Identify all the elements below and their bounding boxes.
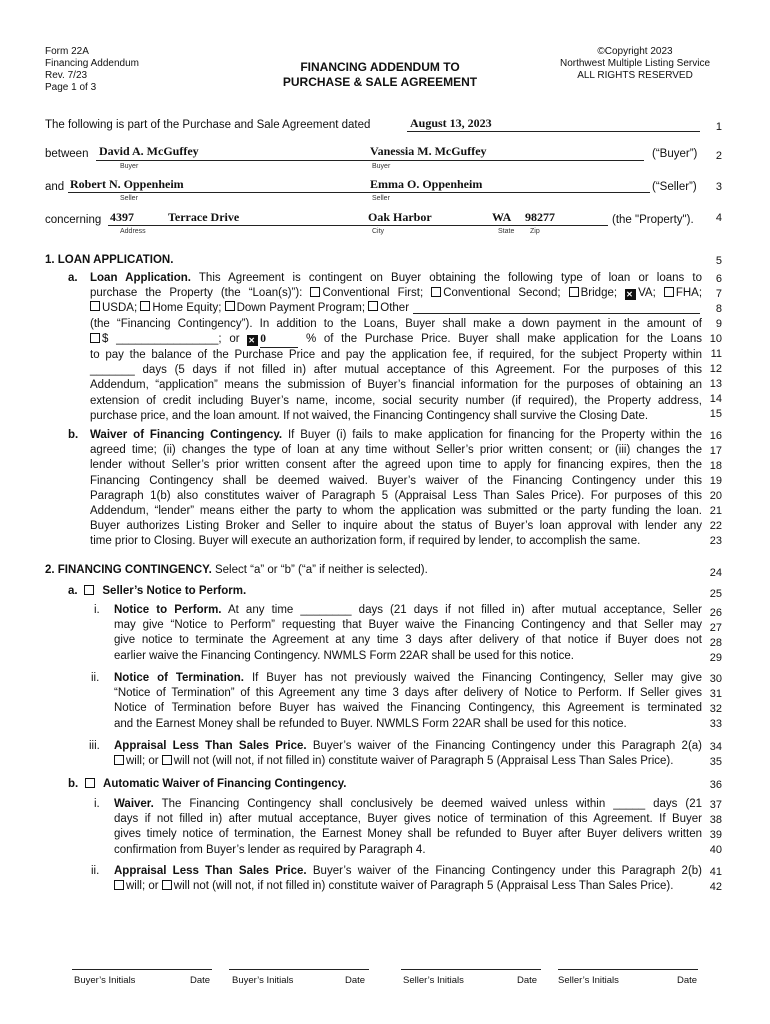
date-label-2: Date xyxy=(345,975,366,986)
buyer-initials-line-2[interactable] xyxy=(229,969,369,970)
line-number: 22 xyxy=(709,520,722,532)
line-text: confirmation from Buyer’s lender as required by Paragraph 4. xyxy=(114,843,426,856)
date-label-3: Date xyxy=(517,975,538,986)
line-text: lender without Seller’s prior written consent after the agreed upon time to apply for financing expires, then the xyxy=(90,459,702,472)
line-text: purchase the Property (the “Loan(s)”): xyxy=(90,287,303,300)
section-2aii-label: ii. xyxy=(91,672,100,684)
line-text: days if not filled in) after mutual acceptance, Buyer gives notice of termination of this Agreement. If Buyer xyxy=(114,813,702,826)
seller-line xyxy=(68,192,650,193)
line-text: gives timely notice of termination, the Earnest Money shall be refunded to Buyer after Buyer delivers written xyxy=(114,828,702,841)
copyright xyxy=(540,46,730,82)
line-text: Addendum, “lender” means either the party to whom the application was submitted or the party funding the loan. xyxy=(90,505,702,518)
line-text: % of the Purchase Price. Buyer shall make application for the Loans xyxy=(305,332,702,345)
line-text: give notice to terminate the Agreement at any time 3 days after delivery of that notice if Buyer does not xyxy=(114,634,702,647)
date-line xyxy=(407,131,700,132)
option-label: FHA; xyxy=(675,287,703,300)
line-text: will not (will not, if not filled in) constitute waiver of Paragraph 5 (Appraisal Less Than Sales Price). xyxy=(173,880,674,893)
line-text: Financing Contingency shall be deemed waived. Buyer’s waiver of the Financing Contingency under this xyxy=(90,474,702,487)
line-number: 36 xyxy=(709,779,722,791)
title-line-2: PURCHASE & SALE AGREEMENT xyxy=(282,75,478,89)
seller-initials-label-2: Seller’s Initials xyxy=(558,975,619,986)
line-number: 25 xyxy=(709,588,722,600)
buyer-initials-line-1[interactable] xyxy=(72,969,212,970)
section-1a-label: a. xyxy=(68,272,78,284)
section-1a-body xyxy=(90,271,702,424)
line-number: 31 xyxy=(709,688,722,700)
section-2bi-title: Waiver. xyxy=(114,798,154,810)
seller-role: (“Seller”) xyxy=(652,181,697,193)
between-label: between xyxy=(45,148,89,160)
city-field[interactable]: Oak Harbor xyxy=(368,210,432,224)
buyer2-field[interactable]: Vanessia M. McGuffey xyxy=(370,144,487,158)
section-2a-row xyxy=(68,585,246,597)
date-label-1: Date xyxy=(190,975,211,986)
line-text: will not (will not, if not filled in) constitute waiver of Paragraph 5 (Appraisal Less Than Sales Price). xyxy=(173,755,674,768)
section-2b-label: b. xyxy=(68,778,79,790)
form-revision: Rev. 7/23 xyxy=(45,70,88,81)
line-text: Buyer’s waiver of the Financing Contingency under this Paragraph 2(b) xyxy=(312,865,703,877)
section-2a-label: a. xyxy=(68,585,78,597)
form-info xyxy=(45,46,139,94)
seller2-field[interactable]: Emma O. Oppenheim xyxy=(370,177,483,191)
section-1a-title: Loan Application. xyxy=(90,272,191,284)
line-number: 12 xyxy=(709,363,722,375)
and-label: and xyxy=(45,181,65,193)
seller1-field[interactable]: Robert N. Oppenheim xyxy=(70,177,184,191)
option-label: Bridge; xyxy=(580,287,618,300)
checkbox-automatic-waiver[interactable] xyxy=(85,778,95,788)
date-label-4: Date xyxy=(677,975,698,986)
line-number: 14 xyxy=(709,393,722,405)
line-number: 37 xyxy=(709,799,722,811)
line-text: extension of credit including Buyer’s name, income, social security number (if required), the Property address, xyxy=(90,394,702,407)
checkbox-home-equity[interactable] xyxy=(140,301,150,311)
property-line xyxy=(108,225,608,226)
buyer1-field[interactable]: David A. McGuffey xyxy=(99,144,199,158)
section-2aiii-title: Appraisal Less Than Sales Price. xyxy=(114,740,307,752)
checkbox-down-payment-program[interactable] xyxy=(225,301,235,311)
line-number: 28 xyxy=(709,637,722,649)
state-field[interactable]: WA xyxy=(492,210,512,224)
section-1b-label: b. xyxy=(68,429,79,441)
line-text: _______ days (5 days if not filled in) after mutual acceptance of this Agreement. For the purposes of this xyxy=(90,364,702,377)
section-2aiii-body xyxy=(114,739,702,769)
buyer-initials-label-2: Buyer’s Initials xyxy=(232,975,294,986)
section-1b-body xyxy=(90,428,702,550)
address-number-field[interactable]: 4397 xyxy=(110,210,134,224)
line-number: 2 xyxy=(715,150,722,162)
other-loan-field[interactable] xyxy=(413,301,700,313)
line-number: 5 xyxy=(715,255,722,267)
checkbox-conventional-second[interactable] xyxy=(431,287,441,297)
page-title xyxy=(250,60,510,90)
address-street-field[interactable]: Terrace Drive xyxy=(168,210,240,224)
section-2aii-title: Notice of Termination. xyxy=(114,672,245,684)
line-number: 19 xyxy=(709,475,722,487)
line-text: to pay the balance of the Purchase Price and pay the application fee, if required, for the subject Property within xyxy=(90,349,702,362)
section-2aiii-label: iii. xyxy=(89,740,100,752)
page-number: Page 1 of 3 xyxy=(45,82,97,93)
line-number: 30 xyxy=(709,673,722,685)
option-label: Conventional Second; xyxy=(443,287,561,300)
line-number: 42 xyxy=(709,881,722,893)
section-2bii-body xyxy=(114,864,702,894)
section-2bii-label: ii. xyxy=(91,865,100,877)
option-label: Conventional First; xyxy=(322,287,424,300)
line-text: If Buyer has not previously waived the Financing Contingency, Seller may give xyxy=(251,672,703,684)
section-2bi-label: i. xyxy=(94,798,100,810)
line-number: 29 xyxy=(709,652,722,664)
section-2bi-body xyxy=(114,797,702,858)
line-number: 21 xyxy=(709,505,722,517)
line-text: The Financing Contingency shall conclusively be deemed waived unless within _____ days (21 xyxy=(161,798,702,810)
line-number: 27 xyxy=(709,622,722,634)
line-text: This Agreement is contingent on Buyer obtaining the following type of loan or loans to xyxy=(198,272,702,284)
line-text: agreed time; (ii) changes the type of loan at any time without Seller’s prior written consent; or (iii) changes the xyxy=(90,444,702,457)
zip-caption: Zip xyxy=(530,228,540,235)
option-label: USDA; xyxy=(102,302,138,315)
checkbox-2b-will-not[interactable] xyxy=(162,880,172,890)
state-caption: State xyxy=(498,228,515,235)
checkbox-fha[interactable] xyxy=(664,287,674,297)
line-number: 26 xyxy=(709,607,722,619)
line-number: 38 xyxy=(709,814,722,826)
copyright-line-1: ©Copyright 2023 xyxy=(597,46,673,57)
section-2ai-body xyxy=(114,603,702,664)
intro-lead: The following is part of the Purchase and Sale Agreement dated xyxy=(45,119,371,131)
checkbox-down-payment-amount[interactable] xyxy=(90,333,100,343)
line-number: 40 xyxy=(709,844,722,856)
line-number: 1 xyxy=(715,121,722,133)
line-number: 23 xyxy=(709,535,722,547)
city-caption: City xyxy=(372,228,385,235)
seller-initials-line-2[interactable] xyxy=(558,969,698,970)
section-2-heading-label: 2. FINANCING CONTINGENCY. xyxy=(45,564,212,576)
section-2ai-label: i. xyxy=(94,604,100,616)
line-text: time prior to Closing. Buyer will execute an authorization form, if required by lender, to accomplish the same. xyxy=(90,535,641,548)
line-number: 33 xyxy=(709,718,722,730)
line-text: Notice of Termination before Buyer has waived the Financing Contingency, this Agreement is terminated xyxy=(114,702,702,715)
line-number: 6 xyxy=(715,273,722,285)
option-label: will; or xyxy=(126,755,159,768)
section-2ai-title: Notice to Perform. xyxy=(114,604,222,616)
section-2a-title: Seller’s Notice to Perform. xyxy=(102,585,247,597)
concerning-label: concerning xyxy=(45,214,102,226)
line-text: Buyer authorizes Listing Broker and Seller to inquire about the status of Buyer’s loan approval with lender any xyxy=(90,520,702,533)
section-1b-title: Waiver of Financing Contingency. xyxy=(90,429,283,441)
checkbox-sellers-notice-to-perform[interactable] xyxy=(84,585,94,595)
checkbox-conventional-first[interactable] xyxy=(310,287,320,297)
line-text: If Buyer (i) fails to make application for financing for the Property within the xyxy=(287,429,702,441)
line-text: Addendum, “application” means the submission of Buyer’s financial information for the purposes of obtaining an xyxy=(90,379,702,392)
line-number: 39 xyxy=(709,829,722,841)
option-label: Home Equity; xyxy=(152,302,222,315)
line-number: 15 xyxy=(709,408,722,420)
form-number: Form 22A xyxy=(45,46,89,57)
agreement-date-field[interactable]: August 13, 2023 xyxy=(410,116,492,130)
section-2b-title: Automatic Waiver of Financing Contingency. xyxy=(103,778,347,790)
option-label: VA; xyxy=(638,287,656,300)
line-text: earlier waive the Financing Contingency. NWMLS Form 22AR shall be used for this notice. xyxy=(114,649,574,662)
buyer-role: (“Buyer”) xyxy=(652,148,698,160)
line-number: 16 xyxy=(709,430,722,442)
line-number: 9 xyxy=(715,318,722,330)
line-number: 10 xyxy=(709,333,722,345)
line-text: At any time ________ days (21 days if not filled in) after mutual acceptance, Seller xyxy=(227,604,702,616)
line-text: $ ________________; or xyxy=(102,332,240,345)
line-number: 4 xyxy=(715,212,722,224)
checkbox-other[interactable] xyxy=(368,301,378,311)
checkbox-bridge[interactable] xyxy=(569,287,579,297)
section-2-instruction: Select “a” or “b” (“a” if neither is selected). xyxy=(214,564,428,576)
line-number: 18 xyxy=(709,460,722,472)
line-number: 32 xyxy=(709,703,722,715)
buyer-caption-2: Buyer xyxy=(372,163,391,170)
option-label: Other xyxy=(380,302,410,315)
line-number: 7 xyxy=(715,288,722,300)
zip-field[interactable]: 98277 xyxy=(525,210,555,224)
checkbox-down-payment-percent-checked[interactable]: ✕ xyxy=(247,335,258,346)
line-number: 8 xyxy=(715,303,722,315)
section-2bii-title: Appraisal Less Than Sales Price. xyxy=(114,865,307,877)
checkbox-usda[interactable] xyxy=(90,301,100,311)
section-2aii-body xyxy=(114,671,702,732)
seller-caption-1: Seller xyxy=(120,195,138,202)
line-number: 35 xyxy=(709,756,722,768)
copyright-line-3: ALL RIGHTS RESERVED xyxy=(577,70,693,81)
seller-initials-label-1: Seller’s Initials xyxy=(403,975,464,986)
line-text: Buyer’s waiver of the Financing Contingency under this Paragraph 2(a) xyxy=(312,740,703,752)
line-number: 34 xyxy=(709,741,722,753)
property-role: (the "Property"). xyxy=(612,214,694,226)
title-line-1: FINANCING ADDENDUM TO xyxy=(300,60,460,74)
down-payment-percent-field[interactable]: 0 xyxy=(260,332,298,348)
line-number: 11 xyxy=(710,348,722,360)
seller-initials-line-1[interactable] xyxy=(401,969,541,970)
line-text: may give “Notice to Perform” requesting that Buyer waive the Financing Contingency and that Seller may xyxy=(114,619,702,632)
line-text: (the “Financing Contingency”). In addition to the Loans, Buyer shall make a down payment in the amount of xyxy=(90,317,702,330)
form-name: Financing Addendum xyxy=(45,58,139,69)
seller-caption-2: Seller xyxy=(372,195,390,202)
option-label: Down Payment Program; xyxy=(236,302,366,315)
copyright-line-2: Northwest Multiple Listing Service xyxy=(559,58,711,69)
option-label: will; or xyxy=(126,880,159,893)
section-1-heading: 1. LOAN APPLICATION. xyxy=(45,254,174,266)
checkbox-2a-will-not[interactable] xyxy=(162,755,172,765)
line-number: 3 xyxy=(715,181,722,193)
checkbox-2b-will[interactable] xyxy=(114,880,124,890)
line-number: 13 xyxy=(709,378,722,390)
address-caption: Address xyxy=(120,228,146,235)
line-number: 20 xyxy=(709,490,722,502)
checkbox-2a-will[interactable] xyxy=(114,755,124,765)
line-number: 17 xyxy=(709,445,722,457)
line-number: 24 xyxy=(709,567,722,579)
section-2b-row xyxy=(68,778,346,790)
line-number: 41 xyxy=(709,866,722,878)
section-2-heading xyxy=(45,564,428,576)
line-text: purchase price, and the loan amount. If not waived, the Financing Contingency shall survive the Closing Date. xyxy=(90,409,649,422)
buyer-initials-label-1: Buyer’s Initials xyxy=(74,975,136,986)
checkbox-va-checked[interactable]: ✕ xyxy=(625,289,636,300)
buyer-caption-1: Buyer xyxy=(120,163,139,170)
line-text: and the Earnest Money shall be refunded to Buyer. NWMLS Form 22AR shall be used for this notice. xyxy=(114,717,627,730)
line-text: Paragraph 1(b) also constitutes waiver of Paragraph 5 (Appraisal Less Than Sales Price). For purposes of this xyxy=(90,489,702,502)
buyer-line xyxy=(96,160,644,161)
line-text: “Notice of Termination” of this Agreement any time 3 days after delivery of Notice to Perform. If Seller gives xyxy=(114,687,702,700)
